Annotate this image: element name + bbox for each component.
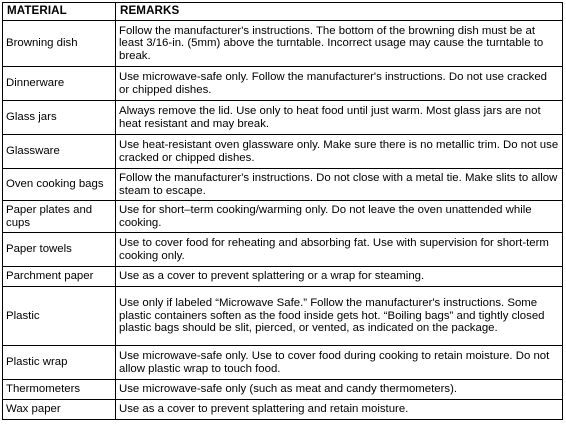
table-row bbox=[3, 380, 563, 400]
remarks-cell: Use microwave-safe only. Follow the manufacturer's instructions. Do not use cracked or chipped dishes. bbox=[116, 67, 563, 101]
material-cell: Parchment paper bbox=[3, 267, 116, 287]
remarks-cell: Always remove the lid. Use only to heat food until just warm. Most glass jars are not heat resistant and may break. bbox=[116, 101, 563, 135]
table-row bbox=[3, 135, 563, 169]
table-row bbox=[3, 101, 563, 135]
table-row bbox=[3, 67, 563, 101]
material-cell: Browning dish bbox=[3, 21, 116, 67]
remarks-cell: Use to cover food for reheating and absorbing fat. Use with supervision for short-term cooking only. bbox=[116, 233, 563, 267]
remarks-cell: Use microwave-safe only (such as meat and candy thermometers). bbox=[116, 380, 563, 400]
material-cell: Glassware bbox=[3, 135, 116, 169]
material-cell: Plastic bbox=[3, 287, 116, 346]
material-cell: Glass jars bbox=[3, 101, 116, 135]
table-row bbox=[3, 169, 563, 201]
remarks-cell: Use as a cover to prevent splattering or a wrap for steaming. bbox=[116, 267, 563, 287]
table-row bbox=[3, 201, 563, 233]
remarks-cell: Use as a cover to prevent splattering and retain moisture. bbox=[116, 400, 563, 420]
remarks-cell: Use heat-resistant oven glassware only. Make sure there is no metallic trim. Do not use cracked or chipped dishes. bbox=[116, 135, 563, 169]
material-cell: Paper plates and cups bbox=[3, 201, 116, 233]
materials-table-container bbox=[2, 2, 562, 420]
table-row bbox=[3, 346, 563, 380]
remarks-cell: Follow the manufacturer's instructions. Do not close with a metal tie. Make slits to allow steam to escape. bbox=[116, 169, 563, 201]
table-row bbox=[3, 287, 563, 346]
remarks-cell: Follow the manufacturer's instructions. The bottom of the browning dish must be at least 3/16-in. (5mm) above the turntable. Incorrect usage may cause the turntable to break. bbox=[116, 21, 563, 67]
material-cell: Plastic wrap bbox=[3, 346, 116, 380]
table-row bbox=[3, 400, 563, 420]
table-header-row bbox=[3, 3, 563, 21]
material-cell: Wax paper bbox=[3, 400, 116, 420]
material-cell: Paper towels bbox=[3, 233, 116, 267]
header-material: MATERIAL bbox=[3, 3, 116, 21]
remarks-cell: Use microwave-safe only. Use to cover food during cooking to retain moisture. Do not allow plastic wrap to touch food. bbox=[116, 346, 563, 380]
material-cell: Oven cooking bags bbox=[3, 169, 116, 201]
table-row bbox=[3, 233, 563, 267]
remarks-cell: Use for short–term cooking/warming only. Do not leave the oven unattended while cooking. bbox=[116, 201, 563, 233]
remarks-cell: Use only if labeled “Microwave Safe.” Follow the manufacturer's instructions. Some plastic containers soften as the food inside gets hot. “Boiling bags” and tightly closed plastic bags should be slit, pierced, or vented, as indicated on the package. bbox=[116, 287, 563, 346]
table-row bbox=[3, 21, 563, 67]
table-row bbox=[3, 267, 563, 287]
header-remarks: REMARKS bbox=[116, 3, 563, 21]
materials-table bbox=[2, 2, 563, 420]
material-cell: Dinnerware bbox=[3, 67, 116, 101]
material-cell: Thermometers bbox=[3, 380, 116, 400]
